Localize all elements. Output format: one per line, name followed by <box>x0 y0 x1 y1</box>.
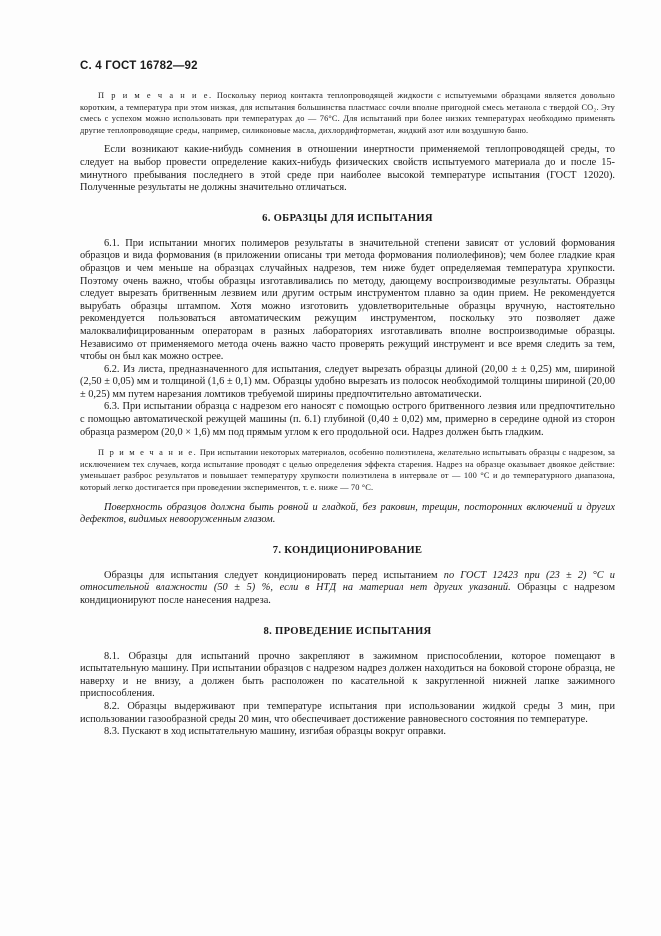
clause-6-2: 6.2. Из листа, предназначенного для испытания, следует вырезать образцы длиной (20,00 ± ± 0,25) мм, шириной (2,50 ± 0,05) мм и толщиной (1,6 ± 0,1) мм. Образцы удобно вырезать из полосок необходимой толщины шириной (20,00 ± 0,25) мм путем нарезания ломтиков требуемой ширины предпочтительно автоматически. <box>80 363 615 400</box>
clause-6-1: 6.1. При испытании многих полимеров результаты в значительной степени зависят от условий формования образцов и вида формования (в приложении описаны три метода формования полиолефинов); чем более гладкие края образцов и чем меньше на образцах случайных надрезов, тем ниже будет определяемая температура хрупкости. Поэтому очень важно, чтобы образцы изготавливались по методу, дающему воспроизводимые результаты. Образцы следует вырезать бритвенным лезвием или другим острым инструментом плавно за один прием. Не рекомендуется вырубать образцы штампом. Хотя можно изготовить удовлетворительные образцы вручную, настоятельно рекомендуется пользоваться автоматическим режущим инструментом, поскольку это позволяет даже малоквалифицированным операторам в разных лабораториях изготавливать вполне воспроизводимые образцы. Независимо от применяемого метода очень важно часто проверять режущий инструмент и все время следить за тем, чтобы он был как можно острее. <box>80 237 615 363</box>
clause-8-3: 8.3. Пускают в ход испытательную машину, изгибая образцы вокруг оправки. <box>104 726 446 738</box>
clause-8-1: 8.1. Образцы для испытаний прочно закрепляют в зажимном приспособлении, которое помещают в испытательную машину. При испытании образцов с надрезом надрез должен находиться на боковой стороне образца, не наверху и не внизу, а должен быть расположен по касательной к закругленной нижней лапке зажимного приспособления. <box>80 650 615 700</box>
conditioning-tail: Образцы с надрезом кондиционируют после нанесения надреза. <box>80 582 615 606</box>
section-7-heading: 7. КОНДИЦИОНИРОВАНИЕ <box>272 544 423 556</box>
clause-6-3: 6.3. При испытании образца с надрезом его наносят с помощью острого бритвенного лезвия или предпочтительно с помощью автоматической режущей машины (п. 6.1) глубиной (0,40 ± 0,02) мм, примерно в середине одной из сторон образца размером (20,0 × 1,6) мм под прямым углом к его продольной оси. Надрез должен быть гладким. <box>80 401 615 438</box>
note-notched-specimens <box>80 447 615 493</box>
note-lead: П р и м е ч а н и е. <box>98 448 198 458</box>
note-lead: П р и м е ч а н и е. <box>98 91 213 100</box>
section-8-heading: 8. ПРОВЕДЕНИЕ ИСПЫТАНИЯ <box>263 625 432 637</box>
conditioning-paragraph <box>80 570 615 608</box>
conditioning-standard: по ГОСТ 12423 при (23 ± 2) °C и относительной влажности (50 ± 5) %, если в НТД на материал нет других указаний. <box>80 569 615 594</box>
conditioning-text: Образцы для испытания следует кондиционировать перед испытанием <box>104 569 444 581</box>
note-text: При испытании некоторых материалов, особенно полиэтилена, желательно испытывать образцы с надрезом, за исключением тех случаев, когда испытание проводят с целью определения эффекта старения. Надрез на образце оказывает двоякое действие: уменьшает разброс результатов и повышает температуру хрупкости полиэтилена в интервале от — 100 °C и до температурного диапазона, который легко достигается при проведении экспериментов, т. е. ниже — 70 °C. <box>80 448 615 493</box>
spacer <box>80 439 615 447</box>
note-heat-transfer-medium <box>80 90 615 136</box>
section-6-heading: 6. ОБРАЗЦЫ ДЛЯ ИСПЫТАНИЯ <box>262 212 433 224</box>
note-text: Поскольку период контакта теплопроводящей жидкости с испытуемыми образцами является довольно коротким, а температура при этом низкая, для испытания большинства пластмасс сочли вполне пригодной смесь метанола с твердой CO₂. Эту смесь с успехом можно использовать при температурах до — 76°C. Для испытаний при более низких температурах необходимо применять другие теплопроводящие среды, например, силиконовые масла, дихлордифторметан, жидкий азот или воздушную баню. <box>80 91 615 135</box>
page-header: С. 4 ГОСТ 16782—92 <box>80 60 198 72</box>
page-content <box>80 60 615 739</box>
clause-8-2: 8.2. Образцы выдерживают при температуре испытания при использовании жидкой среды 3 мин, при использовании газообразной среды 20 мин, что обеспечивает достижение равновесного состояния по температуре. <box>80 700 615 725</box>
surface-requirement: Поверхность образцов должна быть ровной и гладкой, без раковин, трещин, посторонних включений и других дефектов, видимых невооруженным глазом. <box>80 501 615 526</box>
intro-paragraph: Если возникают какие-нибудь сомнения в отношении инертности применяемой теплопроводящей среды, то следует на выбор провести определение каких-нибудь физических свойств испытуемого материала до и после 15-минутного пребывания последнего в этой среде при наиболее высокой температуре испытания (ГОСТ 12020). Полученные результаты не должны значительно отличаться. <box>80 144 615 194</box>
